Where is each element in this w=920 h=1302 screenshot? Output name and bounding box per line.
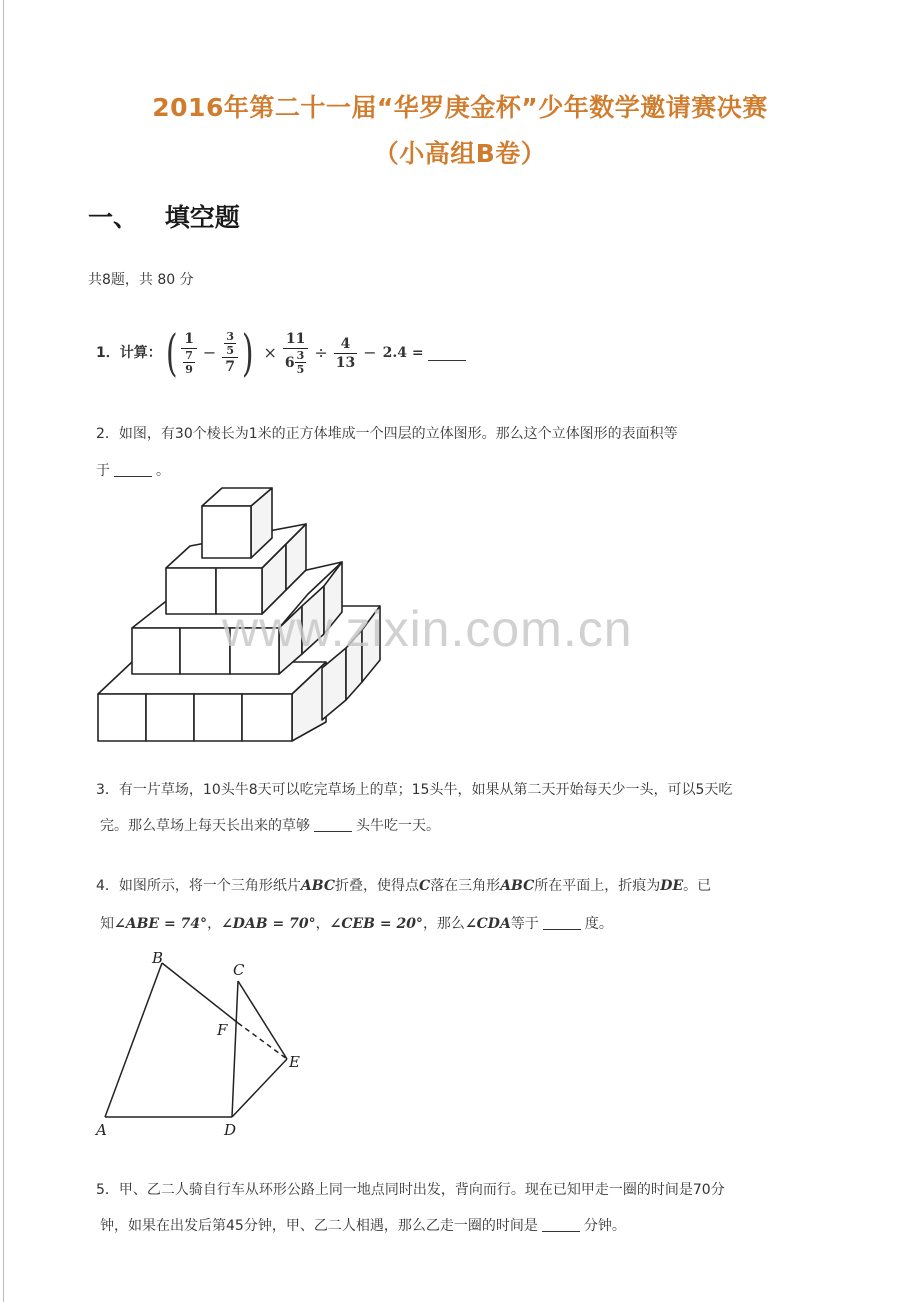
q1-f2-numerator: $\frac{3}{5}$ <box>226 330 234 357</box>
q1-divide: ÷ <box>314 343 328 362</box>
section-name: 填空题 <box>164 203 240 232</box>
edge-FE-dashed <box>238 1023 287 1059</box>
q3-line-2: 完。那么草场上每天长出来的草够 头牛吃一天。 <box>100 818 440 834</box>
layer2-cube-1 <box>166 568 216 614</box>
edge-BF <box>162 963 238 1023</box>
q5-line-1: 5．甲、乙二人骑自行车从环形公路上同一地点同时出发，背向而行。现在已知甲走一圈的时间是70分 <box>96 1182 725 1198</box>
layer1-cube <box>202 506 251 558</box>
q1-f3-numerator: 11 <box>285 331 306 347</box>
q1-tail: 2.4 = <box>382 345 424 361</box>
section-summary: 共8题，共 80 分 <box>88 272 194 288</box>
q1-f1-denominator: $\frac{7}{9}$ <box>185 349 193 376</box>
q4-line-2: 知∠ABE = 74°，∠DAB = 70°，∠CEB = 20°，那么∠CDA等于 度。 <box>100 916 613 932</box>
edge-CE <box>238 981 287 1059</box>
q4-line-1: 4．如图所示，将一个三角形纸片ABC折叠，使得点C落在三角形ABC所在平面上，折痕为DE。已 <box>96 878 712 894</box>
q1-label: 1．计算： <box>96 345 162 361</box>
q2-line-1: 2．如图，有30个棱长为1米的正方体堆成一个四层的立体图形。那么这个立体图形的表面积等 <box>96 426 678 442</box>
section-number: 一、 <box>88 203 139 232</box>
q3-answer-blank <box>314 817 352 832</box>
q1-f1-numerator: 1 <box>184 331 194 347</box>
q1-f2-denominator: 7 <box>225 359 236 375</box>
question-1 <box>96 318 470 388</box>
label-F: F <box>217 1021 228 1039</box>
q3-line-1: 3．有一片草场，10头牛8天可以吃完草场上的草；15头牛，如果从第二天开始每天少一头，可以5天吃 <box>96 782 733 798</box>
q2-answer-blank <box>114 462 152 477</box>
q4-answer-blank <box>543 915 581 930</box>
q1-fraction-2 <box>222 330 238 376</box>
q2-line-2-text: 于 <box>96 463 110 479</box>
watermark: www.zixin.com.cn <box>222 601 633 657</box>
label-A: A <box>96 1121 107 1139</box>
page-edge-line <box>3 0 4 1302</box>
triangle-fold-figure <box>90 945 320 1145</box>
label-B: B <box>152 949 164 967</box>
q1-answer-blank <box>428 346 466 361</box>
layer4-cube-1 <box>98 694 146 741</box>
layer4-cube-4 <box>242 694 292 741</box>
label-D: D <box>224 1121 237 1139</box>
q1-fraction-1 <box>181 330 197 376</box>
title-line-2: （小高组B卷） <box>373 139 547 168</box>
q1-right-paren: ) <box>241 324 254 382</box>
q1-minus-2: − <box>363 343 377 362</box>
q1-left-paren: ( <box>165 324 178 382</box>
q5-line-2: 钟，如果在出发后第45分钟，甲、乙二人相遇，那么乙走一圈的时间是 分钟。 <box>100 1218 626 1234</box>
label-E: E <box>289 1053 300 1071</box>
q5-answer-blank <box>542 1217 580 1232</box>
title-line-1: 2016年第二十一届“华罗庚金杯”少年数学邀请赛决赛 <box>152 93 768 122</box>
q1-fraction-3 <box>283 330 308 376</box>
label-C: C <box>233 961 245 979</box>
q2-line-2: 于 。 <box>96 463 170 479</box>
edge-DE <box>232 1059 287 1117</box>
edge-DC <box>232 981 238 1117</box>
section-heading <box>88 198 240 234</box>
edge-AB <box>105 963 162 1117</box>
layer4-cube-2 <box>146 694 194 741</box>
layer4-cube-3 <box>194 694 242 741</box>
q1-minus-1: − <box>202 343 217 362</box>
layer3-cube-1 <box>132 628 180 674</box>
q1-f3-denominator: 6 $\frac{3}{5}$ <box>284 349 305 376</box>
q1-times: × <box>263 343 277 362</box>
q1-fraction-4: $\frac{4}{13}$ <box>335 335 356 371</box>
